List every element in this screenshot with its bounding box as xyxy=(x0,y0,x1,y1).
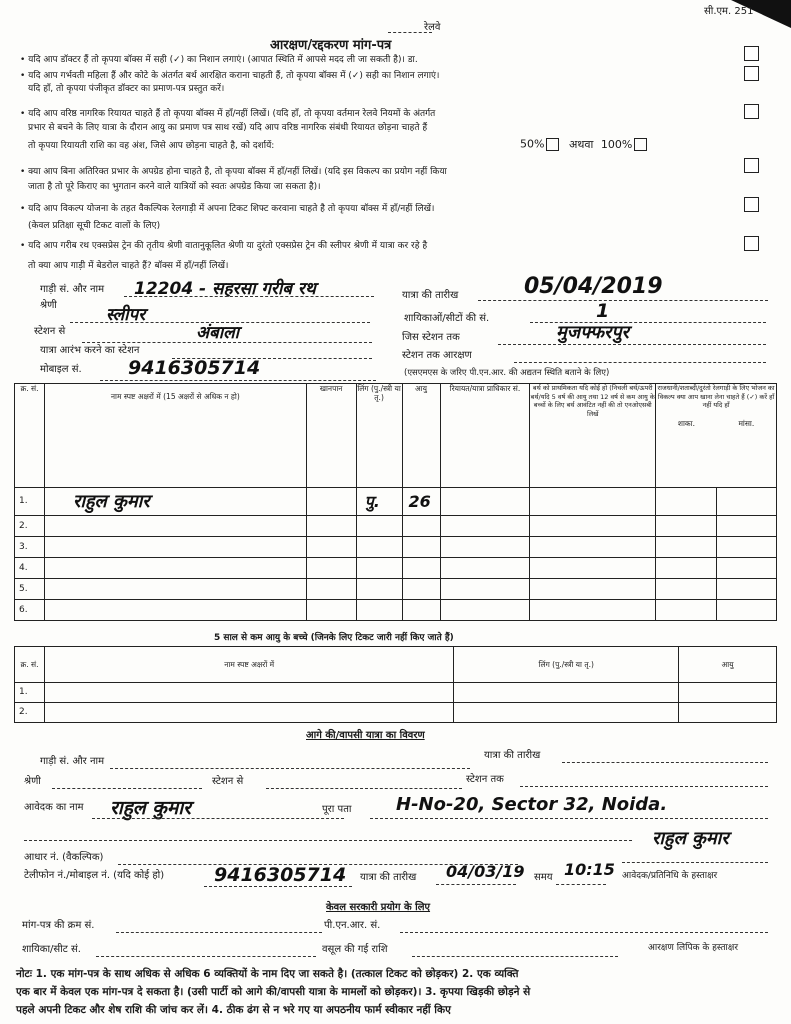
q3-checkbox[interactable] xyxy=(744,104,759,119)
concession-cell[interactable] xyxy=(440,600,530,621)
signature-value[interactable]: राहुल कुमार xyxy=(652,828,729,849)
phone-value[interactable]: 9416305714 xyxy=(214,864,347,886)
col-nonveg: मांसा. xyxy=(738,418,755,428)
child-col-age: आयु xyxy=(679,647,777,683)
child-gender[interactable] xyxy=(454,703,679,723)
age-cell[interactable] xyxy=(402,579,440,600)
age-cell[interactable] xyxy=(402,516,440,537)
q6-checkbox[interactable] xyxy=(744,236,759,251)
passenger-name[interactable]: राहुल कुमार xyxy=(44,488,306,516)
children-caption: 5 साल से कम आयु के बच्चे (जिनके लिए टिकट जारी नहीं किए जाते हैं) xyxy=(214,633,454,643)
row-number: 1. xyxy=(15,683,45,703)
passenger-name[interactable] xyxy=(44,558,306,579)
train-label: गाड़ी सं. और नाम xyxy=(40,284,105,295)
to-line xyxy=(498,344,766,345)
berth-cell[interactable] xyxy=(530,516,656,537)
food-cell[interactable] xyxy=(306,516,356,537)
return-date-line xyxy=(562,762,768,763)
app-date-value[interactable]: 04/03/19 xyxy=(446,862,525,881)
col-age: आयु xyxy=(402,384,440,488)
address-label: पूरा पता xyxy=(322,804,352,815)
railway-line xyxy=(388,32,432,33)
return-date-label: यात्रा की तारीख xyxy=(484,750,541,761)
option-or: अथवा xyxy=(568,137,594,151)
child-col-gender: लिंग (पु./स्त्री या तृ.) xyxy=(454,647,679,683)
to-label: जिस स्टेशन तक xyxy=(402,332,460,343)
applicant-name-value[interactable]: राहुल कुमार xyxy=(110,797,191,819)
col-option-text: राजधानी/शताब्दी/दुरंतो रेलगाड़ी के लिए भोजन का विकल्प क्या आप खाना लेना चाहते हैं (✓) करें हाँ नहीं यदि हाँ xyxy=(657,384,775,409)
return-class-label: श्रेणी xyxy=(24,776,41,787)
amount-label: वसूल की गई राशि xyxy=(322,944,388,955)
mobile-line xyxy=(100,380,376,381)
row-number: 4. xyxy=(15,558,45,579)
veg-cell[interactable] xyxy=(656,537,717,558)
table-row xyxy=(15,703,777,723)
q2-line1: • यदि आप गर्भवती महिला हैं और कोटे के अंतर्गत बर्थ आरक्षित कराना चाहती हैं, तो कृपया बॉक्स में (✓) सही का निशान लगाएं। xyxy=(20,71,440,81)
applicant-name-line xyxy=(92,818,344,819)
passenger-table xyxy=(14,383,777,621)
q2-line2: यदि हाँ, तो कृपया पंजीकृत डॉक्टर का प्रमाण-पत्र प्रस्तुत करें। xyxy=(28,84,225,94)
child-gender[interactable] xyxy=(454,683,679,703)
row-number: 2. xyxy=(15,703,45,723)
berth-no-label: शायिका/सीट सं. xyxy=(22,944,81,955)
sms-note: (एसएमएस के जरिए पी.एन.आर. की अद्यतन स्थिति बताने के लिए) xyxy=(404,368,610,378)
gender-cell[interactable] xyxy=(356,516,402,537)
q1-line1: • यदि आप डॉक्टर हैं तो कृपया बॉक्स में सही (✓) का निशान लगाएं। (आपात स्थिति में आपसे मदद ली जा सकती है)। डा. xyxy=(20,55,418,65)
col-sno: क्र. सं. xyxy=(15,384,45,488)
signature-line xyxy=(622,862,768,863)
return-train-label: गाड़ी सं. और नाम xyxy=(40,756,105,767)
food-cell[interactable] xyxy=(306,558,356,579)
veg-cell[interactable] xyxy=(656,558,717,579)
child-name[interactable] xyxy=(44,703,453,723)
child-name[interactable] xyxy=(44,683,453,703)
time-label: समय xyxy=(534,872,553,883)
req-no-line xyxy=(116,932,322,933)
col-berth: बर्थ को प्राथमिकता यदि कोई हो (निचली बर्थ/ऊपरी बर्थ/यदि 5 वर्ष की आयु तथा 12 वर्ष से कम आयु के बच्चों के लिए बर्थ आवंटित नहीं की तो एनओएसबी लिखें xyxy=(530,384,656,488)
concession-cell[interactable] xyxy=(440,488,530,516)
gender-cell[interactable] xyxy=(356,600,402,621)
col-option xyxy=(656,384,777,488)
passenger-name[interactable] xyxy=(44,579,306,600)
row-number: 3. xyxy=(15,537,45,558)
q2-checkbox[interactable] xyxy=(744,66,759,81)
date-value[interactable]: 05/04/2019 xyxy=(524,274,663,299)
app-date-label: यात्रा की तारीख xyxy=(360,872,417,883)
official-title: केवल सरकारी प्रयोग के लिए xyxy=(326,902,431,913)
return-train-line xyxy=(110,768,470,769)
gender-cell[interactable]: पु. xyxy=(356,488,402,516)
q5-checkbox[interactable] xyxy=(744,197,759,212)
table-row xyxy=(15,683,777,703)
pnr-line xyxy=(400,932,768,933)
row-number: 6. xyxy=(15,600,45,621)
gender-cell[interactable] xyxy=(356,537,402,558)
passenger-name[interactable] xyxy=(44,516,306,537)
q6-line1: • यदि आप गरीब रथ एक्सप्रेस ट्रेन की तृतीय श्रेणी वातानुकूलित श्रेणी या दुरंतो एक्सप्रेस ट्रेन की स्लीपर श्रेणी में यात्रा कर रहे है xyxy=(20,241,428,251)
to-value[interactable]: मुजफ्फरपुर xyxy=(556,322,629,343)
table-row xyxy=(15,516,777,537)
food-cell[interactable] xyxy=(306,579,356,600)
veg-cell[interactable] xyxy=(656,516,717,537)
boarding-label: यात्रा आरंभ करने का स्टेशन xyxy=(40,345,140,356)
q4-checkbox[interactable] xyxy=(744,158,759,173)
col-veg: शाका. xyxy=(677,418,695,428)
age-cell[interactable] xyxy=(402,537,440,558)
nonveg-cell[interactable] xyxy=(717,600,777,621)
berths-label: शायिकाओं/सीटों की सं. xyxy=(404,313,490,324)
address-line-1 xyxy=(370,818,768,819)
children-table xyxy=(14,646,777,723)
q6-line2: तो क्या आप गाड़ी में बेडरोल चाहते हैं? बॉक्स में हाँ/नहीं लिखें। xyxy=(28,261,229,271)
table-row xyxy=(15,537,777,558)
berth-cell[interactable] xyxy=(530,537,656,558)
gender-cell[interactable] xyxy=(356,579,402,600)
option-100: 100% xyxy=(600,137,633,151)
berth-cell[interactable] xyxy=(530,600,656,621)
return-to-label: स्टेशन तक xyxy=(466,774,504,785)
notes-line-1: नोटः 1. एक मांग-पत्र के साथ अधिक से अधिक 6 व्यक्तियों के नाम दिए जा सकते है। (तत्काल टिकट को छोड़कर) 2. एक व्यक्ति xyxy=(16,968,519,980)
food-cell[interactable] xyxy=(306,488,356,516)
amount-line xyxy=(412,956,618,957)
upto-line xyxy=(514,362,766,363)
berth-no-line xyxy=(96,956,316,957)
row-number: 2. xyxy=(15,516,45,537)
concession-cell[interactable] xyxy=(440,558,530,579)
option-50-box[interactable] xyxy=(546,138,559,151)
child-col-sno: क्र. सं. xyxy=(15,647,45,683)
return-from-label: स्टेशन से xyxy=(212,776,244,787)
form-title: आरक्षण/रद्दकरण मांग-पत्र xyxy=(270,38,392,53)
table-row xyxy=(15,579,777,600)
child-age[interactable] xyxy=(679,683,777,703)
col-name: नाम स्पष्ट अक्षरों में (15 अक्षरों से अधिक न हो) xyxy=(44,384,306,488)
return-to-line xyxy=(520,786,768,787)
veg-cell[interactable] xyxy=(656,579,717,600)
table-row xyxy=(15,488,777,516)
nonveg-cell[interactable] xyxy=(717,537,777,558)
from-label: स्टेशन से xyxy=(34,326,66,337)
q5-line2: (केवल प्रतिक्षा सूची टिकट वालों के लिए) xyxy=(28,221,161,231)
form-code: सी.एम. 251 xyxy=(704,6,754,17)
return-class-line xyxy=(52,788,202,789)
child-col-name: नाम स्पष्ट अक्षरों में xyxy=(44,647,453,683)
mobile-value[interactable]: 9416305714 xyxy=(128,357,261,379)
nonveg-cell[interactable] xyxy=(717,516,777,537)
nonveg-cell[interactable] xyxy=(717,579,777,600)
child-age[interactable] xyxy=(679,703,777,723)
age-cell[interactable]: 26 xyxy=(402,488,440,516)
q3-line1: • यदि आप वरिष्ठ नागरिक रियायत चाहते हैं तो कृपया बॉक्स में हाँ/नहीं लिखें। (यदि हाँ, तो कृपया वर्तमान रेलवे नियमों के अंतर्गत xyxy=(20,109,436,119)
passenger-name[interactable] xyxy=(44,600,306,621)
concession-cell[interactable] xyxy=(440,579,530,600)
return-title: आगे की/वापसी यात्रा का विवरण xyxy=(306,730,425,741)
pnr-label: पी.एन.आर. सं. xyxy=(324,920,381,931)
time-value[interactable]: 10:15 xyxy=(564,860,615,879)
notes-line-3: पहले अपनी टिकट और शेष राशि की जांच कर लें। 4. ठीक ढंग से न भरे गए या अपठनीय फार्म स्वीकार नहीं किए xyxy=(16,1004,451,1016)
from-value[interactable]: अंबाला xyxy=(196,323,240,343)
veg-cell[interactable] xyxy=(656,600,717,621)
address-line-2 xyxy=(24,840,632,841)
row-number: 1. xyxy=(15,488,45,516)
applicant-name-label: आवेदक का नाम xyxy=(24,802,84,813)
notes-line-2: एक बार में केवल एक मांग-पत्र दे सकता है। (उसी पार्टी को आगे की/वापसी यात्रा के मामलों को छोड़कर)। 3. कृपया खिड़की छोड़ने से xyxy=(16,986,531,998)
col-gender: लिंग (पु./स्त्री या तृ.) xyxy=(356,384,402,488)
mobile-label: मोबाइल सं. xyxy=(40,364,82,375)
time-line xyxy=(556,884,606,885)
q4-line2: जाता है तो पूरे किराए का भुगतान करने वाले यात्रियों को स्वतः अपग्रेड किया जा सकता है)। xyxy=(28,182,321,192)
veg-cell[interactable] xyxy=(656,488,717,516)
date-line xyxy=(478,300,768,301)
berth-cell[interactable] xyxy=(530,488,656,516)
railway-label: रेलवे xyxy=(424,22,441,33)
clerk-sig-label: आरक्षण लिपिक के हस्ताक्षर xyxy=(648,943,738,953)
from-line xyxy=(82,342,372,343)
senior-options xyxy=(520,138,647,151)
berths-value[interactable]: 1 xyxy=(596,300,610,322)
q5-line1: • यदि आप विकल्प योजना के तहत वैकल्पिक रेलगाड़ी में अपना टिकट शिफ्ट करवाना चाहते है तो कृपया बॉक्स में हाँ/नहीं लिखें। xyxy=(20,204,435,214)
phone-label: टेलीफोन नं./मोबाइल नं. (यदि कोई हो) xyxy=(24,870,165,881)
q3-line3: तो कृपया रियायती राशि का वह अंश, जिसे आप छोड़ना चाहते है, को दर्शायें: xyxy=(28,141,275,151)
nonveg-cell[interactable] xyxy=(717,488,777,516)
phone-line xyxy=(204,886,352,887)
app-date-line xyxy=(436,884,516,885)
concession-cell[interactable] xyxy=(440,516,530,537)
train-line xyxy=(124,296,374,297)
return-from-line xyxy=(266,788,462,789)
passenger-name[interactable] xyxy=(44,537,306,558)
train-value[interactable]: 12204 - सहरसा गरीब रथ xyxy=(134,279,316,299)
concession-cell[interactable] xyxy=(440,537,530,558)
gender-cell[interactable] xyxy=(356,558,402,579)
col-food: खानपान xyxy=(306,384,356,488)
table-row xyxy=(15,558,777,579)
date-label: यात्रा की तारीख xyxy=(402,290,459,301)
aadhaar-label: आधार नं. (वैकल्पिक) xyxy=(24,852,104,863)
class-label: श्रेणी xyxy=(40,300,57,311)
nonveg-cell[interactable] xyxy=(717,558,777,579)
option-50: 50% xyxy=(520,137,545,151)
req-no-label: मांग-पत्र की क्रम सं. xyxy=(22,920,95,931)
class-value[interactable]: स्लीपर xyxy=(106,305,146,325)
col-concession: रियायत/यात्रा प्राधिकार सं. xyxy=(440,384,530,488)
berth-cell[interactable] xyxy=(530,558,656,579)
q3-line2: प्रभार से बचने के लिए यात्रा के दौरान आयु का प्रमाण पत्र साथ रखें) यदि आप वरिष्ठ नागरिक संबंधी रियायत छोड़ना चाहते हैं xyxy=(28,123,428,133)
food-cell[interactable] xyxy=(306,600,356,621)
option-100-box[interactable] xyxy=(634,138,647,151)
applicant-sig-label: आवेदक/प्रतिनिधि के हस्ताक्षर xyxy=(622,871,718,881)
upto-label: स्टेशन तक आरक्षण xyxy=(402,350,472,361)
age-cell[interactable] xyxy=(402,600,440,621)
address-value[interactable]: H-No-20, Sector 32, Noida. xyxy=(396,794,668,815)
age-cell[interactable] xyxy=(402,558,440,579)
berth-cell[interactable] xyxy=(530,579,656,600)
q4-line1: • क्या आप बिना अतिरिक्त प्रभार के अपग्रेड होना चाहते है, तो कृपया बॉक्स में हाँ/नहीं लिखें। (यदि इस विकल्प का प्रयोग नहीं किया xyxy=(20,167,447,177)
food-cell[interactable] xyxy=(306,537,356,558)
q1-checkbox[interactable] xyxy=(744,46,759,61)
table-row xyxy=(15,600,777,621)
row-number: 5. xyxy=(15,579,45,600)
